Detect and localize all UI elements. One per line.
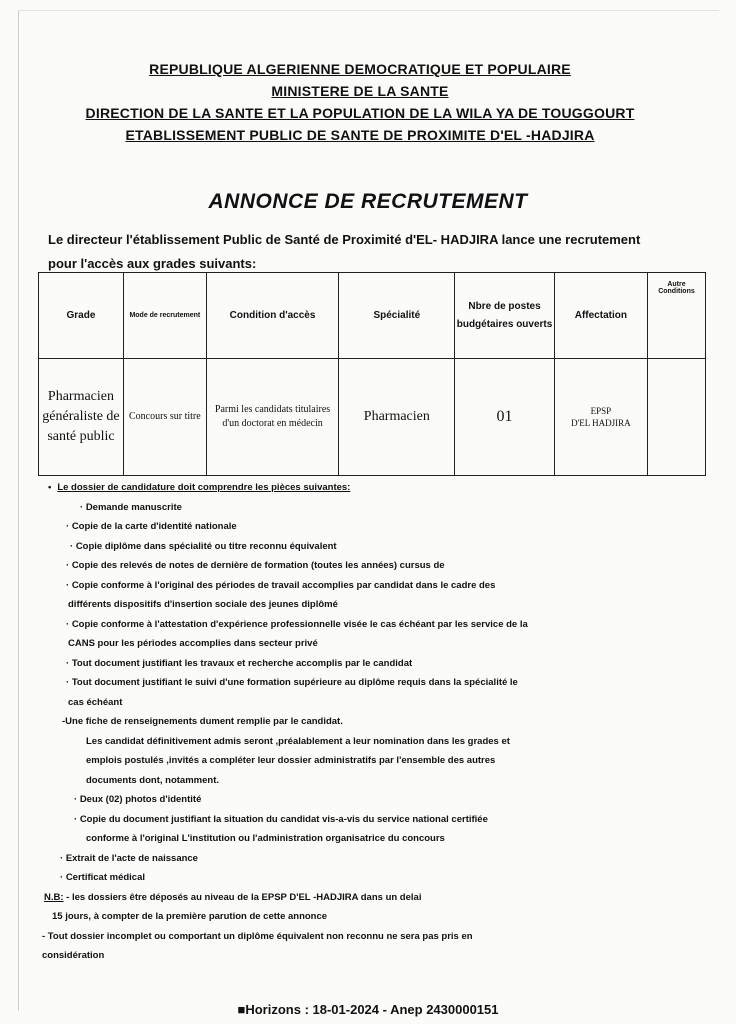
list-item: · Copie des relevés de notes de dernière de formation (toutes les années) cursus de bbox=[66, 560, 445, 571]
header-establishment: ETABLISSEMENT PUBLIC DE SANTE DE PROXIMITE D'EL -HADJIRA bbox=[125, 127, 595, 143]
list-item: · Extrait de l'acte de naissance bbox=[60, 852, 198, 864]
cell-postes: 01 bbox=[455, 359, 554, 476]
note-line-continued: considération bbox=[42, 950, 105, 961]
publication-footer: ■Horizons : 18-01-2024 - Anep 2430000151 bbox=[237, 1002, 499, 1017]
nb-label: N.B: bbox=[44, 891, 64, 903]
requirements-heading: • Le dossier de candidature doit comprendre les pièces suivantes: bbox=[48, 482, 351, 493]
nb-line: N.B: - les dossiers être déposés au niveau de la EPSP D'EL -HADJIRA dans un delai bbox=[44, 891, 422, 903]
list-item-continued: conforme à l'original L'institution ou l'administration organisatrice du concours bbox=[86, 833, 445, 844]
list-item: · Demande manuscrite bbox=[80, 501, 182, 513]
list-item: · Tout document justifiant les travaux et recherche accomplis par le candidat bbox=[66, 657, 413, 669]
affectation-line-2: D'EL HADJIRA bbox=[571, 418, 631, 428]
page-title: ANNONCE DE RECRUTEMENT bbox=[208, 190, 528, 213]
cell-mode: Concours sur titre bbox=[123, 359, 206, 476]
list-item: · Copie conforme à l'original des périodes de travail accomplies par candidat dans le cadre des bbox=[66, 579, 496, 591]
list-item-indented: documents dont, notamment. bbox=[86, 774, 219, 786]
list-item-continued: différents dispositifs d'insertion sociale des jeunes diplômé bbox=[68, 599, 338, 610]
cell-grade: Pharmacien généraliste de santé public bbox=[39, 359, 124, 476]
cell-condition: Parmi les candidats titulaires d'un doctorat en médecin bbox=[206, 359, 339, 476]
requirements-heading-text: Le dossier de candidature doit comprendre les pièces suivantes: bbox=[57, 482, 351, 493]
list-item: · Copie du document justifiant la situation du candidat vis-a-vis du service national certifiée bbox=[74, 813, 488, 825]
header-specialite: Spécialité bbox=[339, 273, 455, 359]
cell-affectation bbox=[554, 359, 647, 476]
table-row bbox=[39, 359, 706, 476]
list-item-indented: Les candidat définitivement admis seront ,préalablement a leur nomination dans les grades et bbox=[86, 735, 510, 747]
list-item: · Copie diplôme dans spécialité ou titre reconnu équivalent bbox=[70, 540, 337, 552]
list-item-continued: cas échéant bbox=[68, 696, 123, 708]
document-header bbox=[40, 58, 680, 146]
header-postes: Nbre de postes budgétaires ouverts bbox=[455, 273, 554, 359]
table-header-row bbox=[39, 273, 706, 359]
header-ministry: MINISTERE DE LA SANTE bbox=[271, 83, 449, 99]
affectation-line-1: EPSP bbox=[590, 406, 612, 416]
header-autre: Autre Conditions bbox=[647, 273, 705, 359]
header-republic: REPUBLIQUE ALGERIENNE DEMOCRATIQUE ET POPULAIRE bbox=[149, 61, 571, 77]
intro-paragraph: Le directeur l'établissement Public de Santé de Proximité d'EL- HADJIRA lance une recrutement pour l'accès aux grades suivants: bbox=[48, 232, 641, 271]
list-item: · Certificat médical bbox=[60, 872, 146, 883]
list-item: · Copie de la carte d'identité nationale bbox=[66, 521, 237, 532]
header-condition: Condition d'accès bbox=[206, 273, 339, 359]
list-item: · Copie conforme à l'attestation d'expérience professionnelle visée le cas échéant par les service de la bbox=[66, 618, 528, 630]
header-grade: Grade bbox=[39, 273, 124, 359]
list-item: -Une fiche de renseignements dument remplie par le candidat. bbox=[62, 716, 343, 727]
list-item-indented: emplois postulés ,invités a compléter leur dossier administratifs par l'ensemble des autres bbox=[86, 755, 496, 766]
requirements-list bbox=[22, 478, 692, 966]
cell-specialite: Pharmacien bbox=[339, 359, 455, 476]
cell-autre bbox=[647, 359, 705, 476]
recruitment-table bbox=[38, 272, 706, 476]
header-direction: DIRECTION DE LA SANTE ET LA POPULATION DE LA WILA YA DE TOUGGOURT bbox=[85, 105, 635, 121]
list-item: · Deux (02) photos d'identité bbox=[74, 794, 202, 805]
list-item-continued: CANS pour les périodes accomplies dans secteur privé bbox=[68, 638, 318, 649]
nb-line-continued: 15 jours, à compter de la première parution de cette annonce bbox=[52, 911, 328, 922]
note-line: - Tout dossier incomplet ou comportant un diplôme équivalent non reconnu ne sera pas pris en bbox=[42, 930, 473, 942]
header-mode: Mode de recrutement bbox=[123, 273, 206, 359]
list-item: · Tout document justifiant le suivi d'une formation supérieure au diplôme requis dans la spécialité le bbox=[66, 677, 518, 688]
header-affectation: Affectation bbox=[554, 273, 647, 359]
